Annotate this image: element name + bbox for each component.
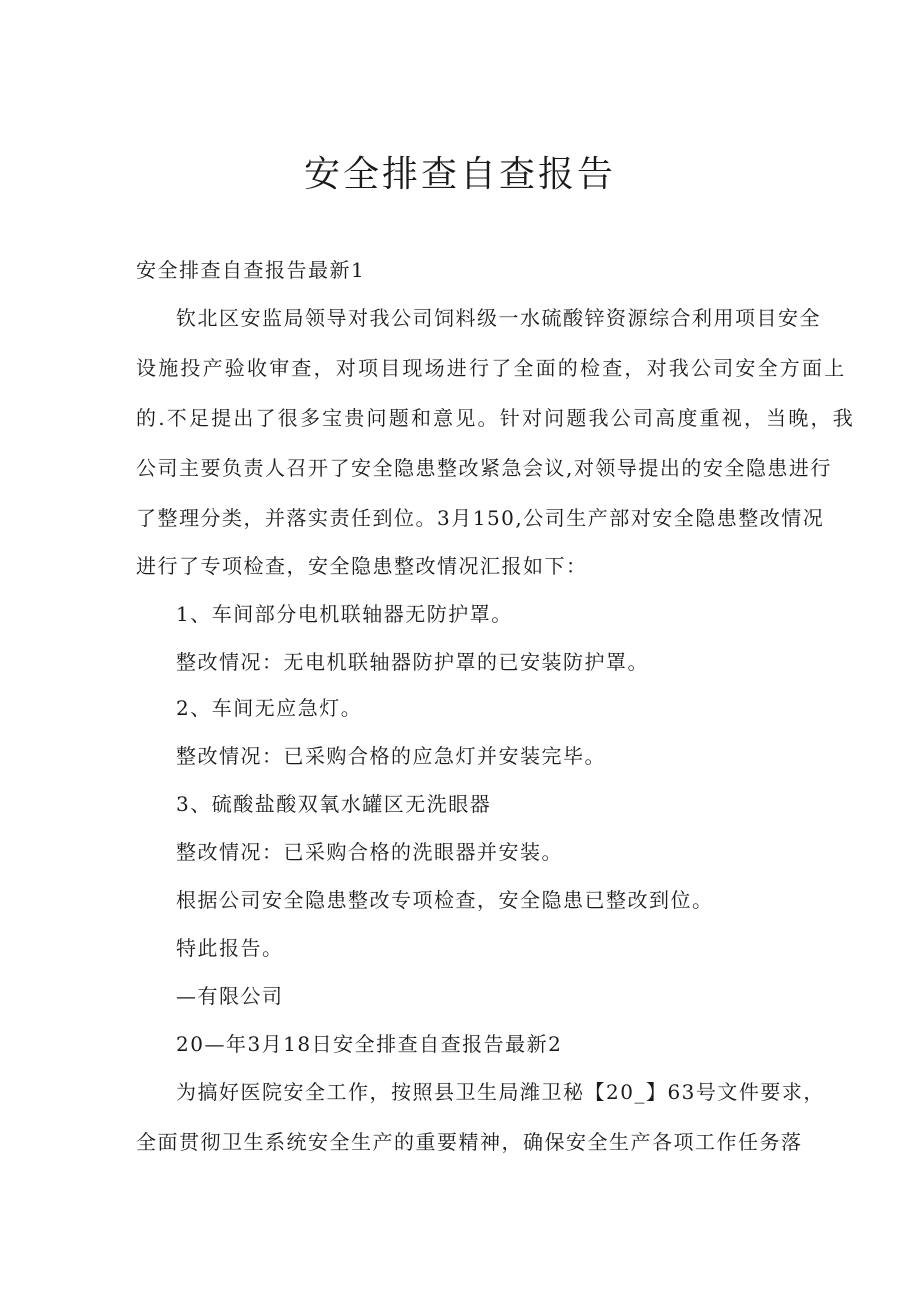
paragraph-line: 全面贯彻卫生系统安全生产的重要精神，确保安全生产各项工作任务落 <box>136 1130 803 1154</box>
fix-status: 整改情况：已采购合格的应急灯并安装完毕。 <box>176 744 606 768</box>
fix-status: 整改情况：已采购合格的洗眼器并安装。 <box>176 840 563 864</box>
paragraph-line: 设施投产验收审查，对项目现场进行了全面的检查，对我公司安全方面上 <box>136 356 847 380</box>
paragraph-line: 的.不足提出了很多宝贵问题和意见。针对问题我公司高度重视，当晚，我 <box>136 406 855 430</box>
paragraph-line: 为搞好医院安全工作，按照县卫生局潍卫秘【20_】63号文件要求， <box>176 1080 825 1104</box>
issue-item: 2、车间无应急灯。 <box>176 696 363 720</box>
section-heading: 20—年3月18日安全排查自查报告最新2 <box>176 1032 563 1056</box>
closing-text: 特此报告。 <box>176 936 284 960</box>
paragraph-line: 了整理分类，并落实责任到位。3月150,公司生产部对安全隐患整改情况 <box>136 506 825 530</box>
document-title: 安全排查自查报告 <box>303 154 616 195</box>
issue-item: 1、车间部分电机联轴器无防护罩。 <box>176 602 513 626</box>
issue-item: 3、硫酸盐酸双氧水罐区无洗眼器 <box>176 792 492 816</box>
paragraph-line: 钦北区安监局领导对我公司饲料级一水硫酸锌资源综合利用项目安全 <box>176 306 821 330</box>
paragraph-line: 公司主要负责人召开了安全隐患整改紧急会议,对领导提出的安全隐患进行 <box>136 456 832 480</box>
fix-status: 整改情况：无电机联轴器防护罩的已安装防护罩。 <box>176 650 649 674</box>
section-heading: 安全排查自查报告最新1 <box>136 258 366 282</box>
company-signature: —有限公司 <box>176 984 284 1008</box>
paragraph-line: 进行了专项检查，安全隐患整改情况汇报如下： <box>136 554 588 578</box>
conclusion-text: 根据公司安全隐患整改专项检查，安全隐患已整改到位。 <box>176 888 714 912</box>
